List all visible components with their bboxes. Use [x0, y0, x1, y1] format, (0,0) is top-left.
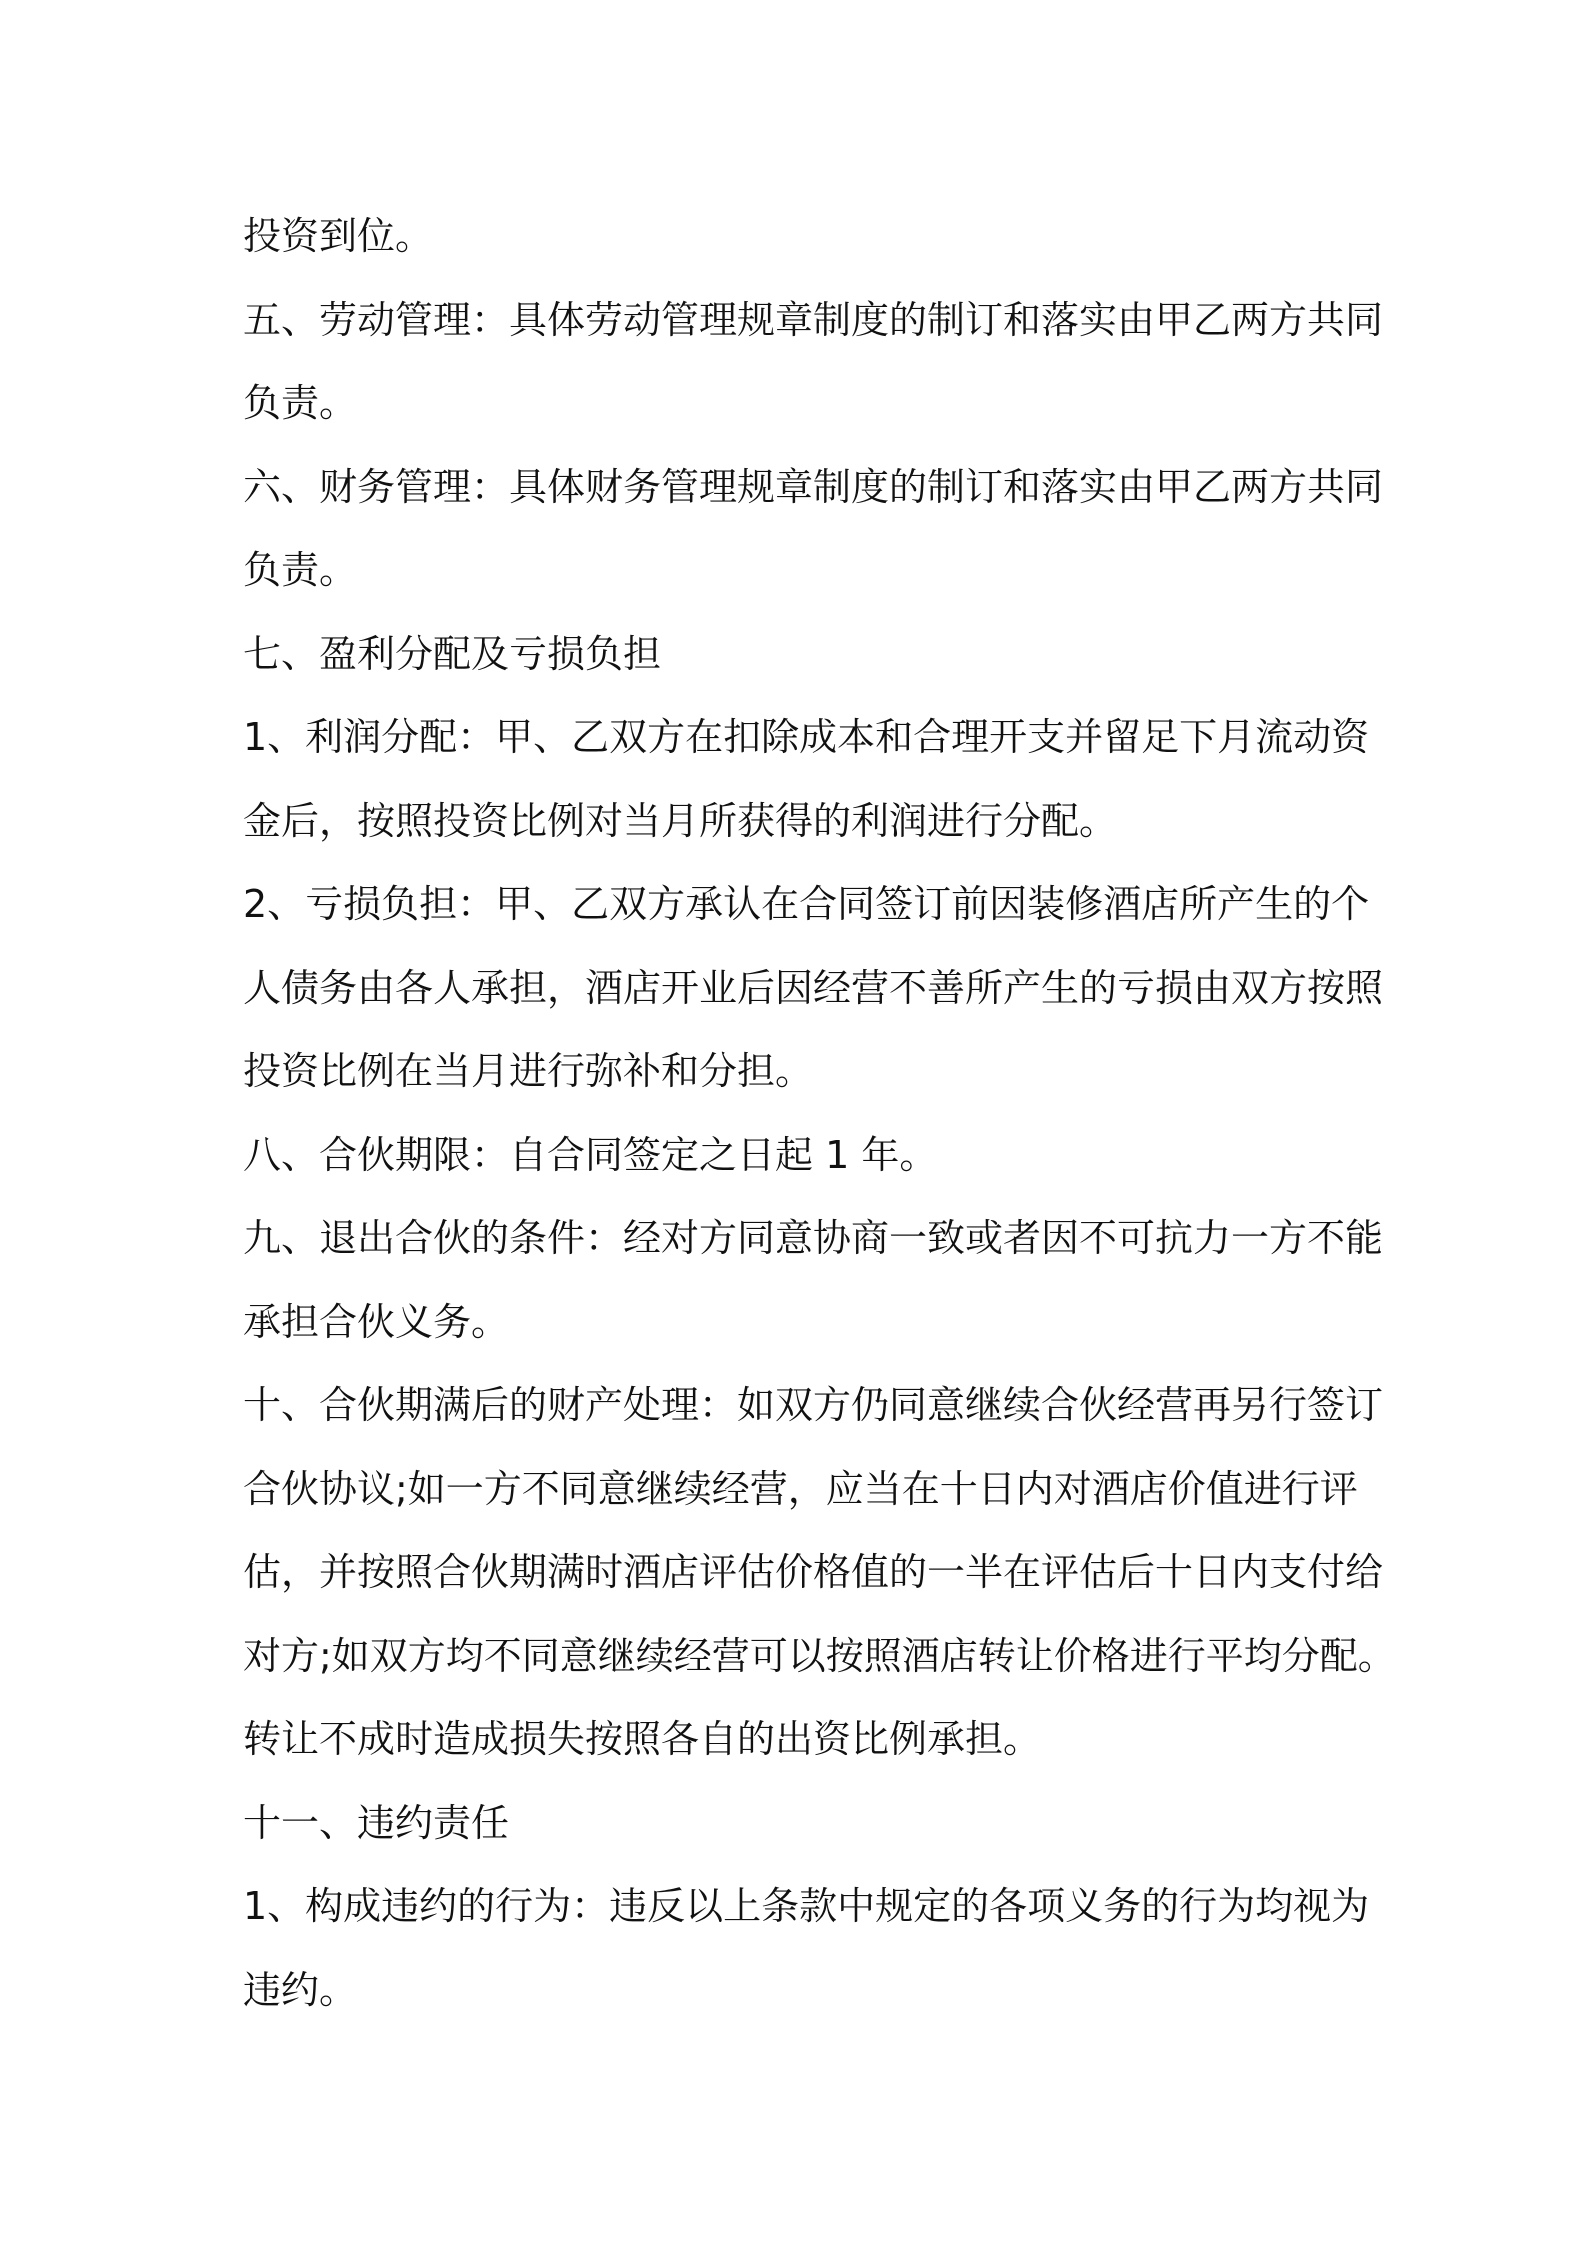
- text-line: 2、亏损负担：甲、乙双方承认在合同签订前因装修酒店所产生的个: [243, 882, 1370, 926]
- section-heading: 七、盈利分配及亏损负担: [243, 631, 662, 676]
- text-line: 转让不成时造成损失按照各自的出资比例承担。: [243, 1717, 1042, 1761]
- text-line: 金后，按照投资比例对当月所获得的利润进行分配。: [243, 798, 1118, 843]
- text-line: 估，并按照合伙期满时酒店评估价格值的一半在评估后十日内支付给: [243, 1550, 1384, 1594]
- text-line: 1、利润分配：甲、乙双方在扣除成本和合理开支并留足下月流动资: [243, 715, 1370, 759]
- text-line: 人债务由各人承担，酒店开业后因经营不善所产生的亏损由双方按照: [243, 965, 1384, 1010]
- text-line: 1、构成违约的行为：违反以上条款中规定的各项义务的行为均视为: [243, 1884, 1370, 1928]
- text-line: 投资比例在当月进行弥补和分担。: [243, 1049, 814, 1093]
- text-line: 投资到位。: [243, 214, 434, 258]
- text-line: 五、劳动管理：具体劳动管理规章制度的制订和落实由甲乙两方共同: [243, 297, 1384, 342]
- text-line: 承担合伙义务。: [243, 1299, 510, 1344]
- text-line: 十、合伙期满后的财产处理：如双方仍同意继续合伙经营再另行签订: [243, 1383, 1384, 1427]
- text-line: 违约。: [243, 1967, 358, 2012]
- text-line: 合伙协议;如一方不同意继续经营，应当在十日内对酒店价值进行评: [243, 1466, 1358, 1511]
- text-line: 九、退出合伙的条件：经对方同意协商一致或者因不可抗力一方不能: [243, 1216, 1384, 1260]
- section-heading: 十一、违约责任: [243, 1800, 510, 1845]
- text-line: 负责。: [243, 381, 358, 425]
- text-line: 对方;如双方均不同意继续经营可以按照酒店转让价格进行平均分配。: [243, 1633, 1396, 1678]
- document-body: [243, 195, 1396, 2032]
- text-line: 负责。: [243, 548, 358, 592]
- text-line: 八、合伙期限：自合同签定之日起 1 年。: [243, 1132, 938, 1177]
- text-line: 六、财务管理：具体财务管理规章制度的制订和落实由甲乙两方共同: [243, 464, 1384, 509]
